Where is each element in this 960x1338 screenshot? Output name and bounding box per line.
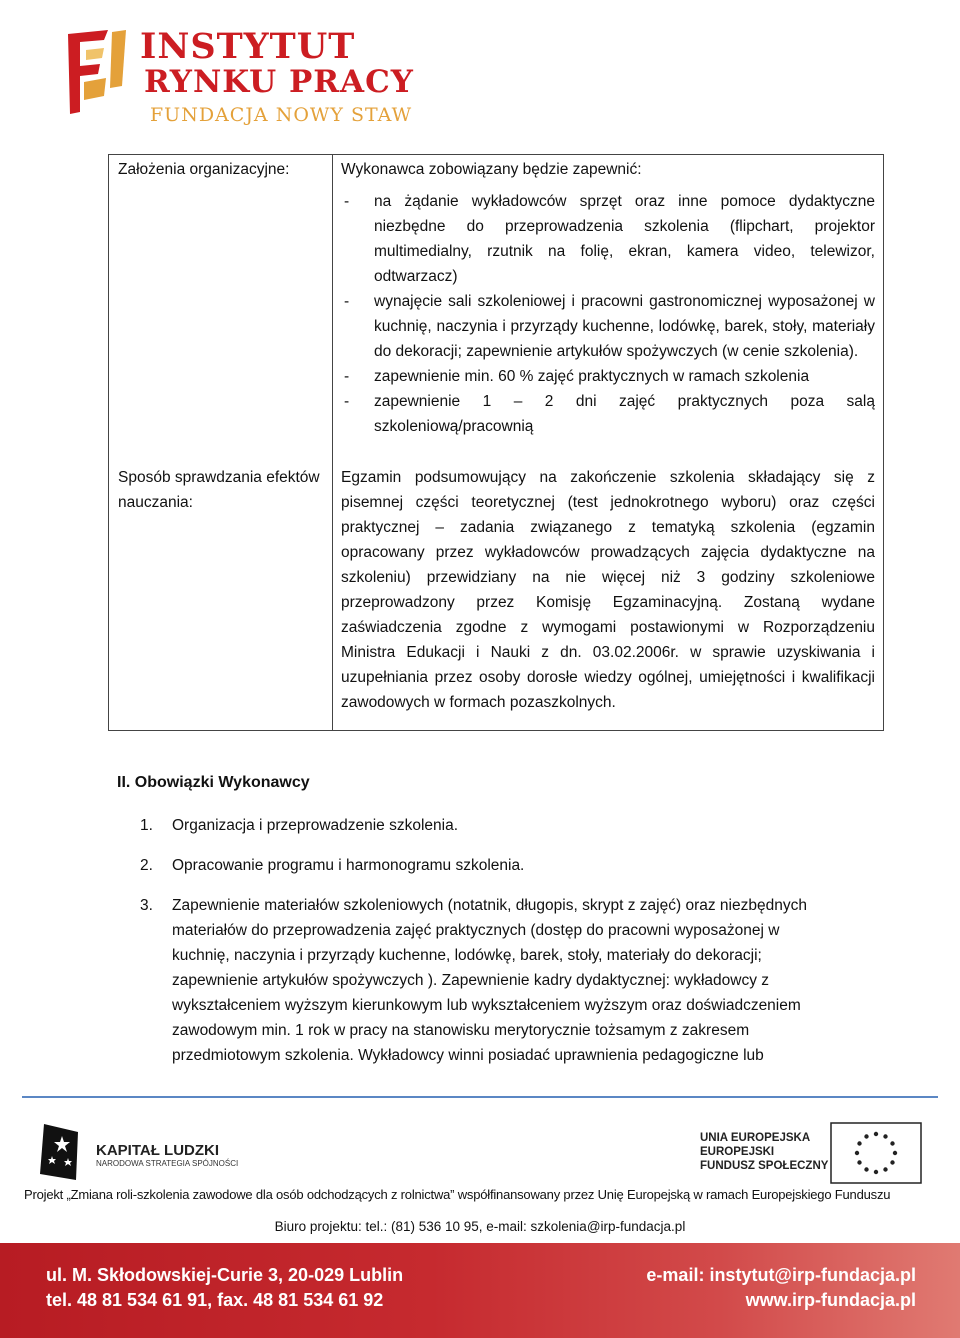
organizational-intro: Wykonawca zobowiązany będzie zapewnić: xyxy=(341,161,642,178)
list-item: - zapewnienie min. 60 % zajęć praktycznych w ramach szkolenia xyxy=(341,364,875,389)
eu-label-line2: EUROPEJSKI xyxy=(700,1146,775,1158)
kapital-ludzki-subtitle: NARODOWA STRATEGIA SPÓJNOŚCI xyxy=(96,1159,239,1168)
footer-divider xyxy=(22,1096,938,1098)
list-item: - zapewnienie 1 – 2 dni zajęć praktycznych poza salą szkoleniową/pracownią xyxy=(341,389,875,439)
contact-band xyxy=(0,1243,960,1338)
list-item xyxy=(140,853,840,878)
section-title: II. Obowiązki Wykonawcy xyxy=(117,774,310,791)
institute-website: www.irp-fundacja.pl xyxy=(745,1290,916,1310)
requirements-table xyxy=(108,154,884,731)
eu-flag-icon xyxy=(830,1122,922,1184)
list-item-number: 3. xyxy=(140,897,153,914)
table-column-divider xyxy=(332,155,333,730)
institute-logo xyxy=(64,24,414,126)
logo-line-fundacja: FUNDACJA NOWY STAW xyxy=(150,104,413,126)
eu-label-line3: FUNDUSZ SPOŁECZNY xyxy=(700,1160,829,1172)
organizational-bullet-list xyxy=(341,189,875,439)
project-office-contact: Biuro projektu: tel.: (81) 536 10 95, e-mail: szkolenia@irp-fundacja.pl xyxy=(274,1219,686,1234)
label-organizational-assumptions: Założenia organizacyjne: xyxy=(118,161,290,178)
list-item xyxy=(140,893,840,1068)
logo-line-rynku-pracy: RYNKU PRACY xyxy=(144,64,414,100)
institute-email: e-mail: instytut@irp-fundacja.pl xyxy=(646,1265,916,1285)
institute-logo-mark-icon xyxy=(64,26,130,118)
logo-line-instytut: INSTYTUT xyxy=(140,26,356,67)
verification-method-text: Egzamin podsumowujący na zakończenie szkolenia składający się z pisemnej części teoretycznej (test jednokrotnego wyboru) oraz części praktycznej – zadania związanego z tematyką szkolenia (egzamin opracowany przez wykładowców prowadzących zajęcia dydaktyczne na szkoleniu) przewidziany na nie więcej niż 3 godziny szkoleniowe przeprowadzony przez Komisję Egzaminacyjną. Zostaną wydane zaświadczenia zgodne z wymogami postawionymi w Rozporządzeniu Ministra Edukacji i Nauki z dn. 03.02.2006r. w sprawie uzyskiwania i uzupełniania przez osoby dorosłe wiedzy ogólnej, umiejętności i kwalifikacji zawodowych w formach pozaszkolnych. xyxy=(341,469,875,711)
eu-label xyxy=(700,1131,828,1173)
institute-phones: tel. 48 81 534 61 91, fax. 48 81 534 61 92 xyxy=(46,1290,384,1310)
project-funding-note: Projekt „Zmiana roli-szkolenia zawodowe dla osób odchodzących z rolnictwa” współfinansowany przez Unię Europejską w ramach Europejskiego Funduszu xyxy=(24,1187,891,1202)
institute-address: ul. M. Skłodowskiej-Curie 3, 20-029 Lublin xyxy=(46,1265,404,1285)
list-item xyxy=(140,813,840,838)
list-item: - wynajęcie sali szkoleniowej i pracowni gastronomicznej wyposażonej w kuchnię, naczynia i przyrządy kuchenne, lodówkę, barek, stoły, materiały do dekoracji; zapewnienie artykułów spożywczych (w cenie szkolenia). xyxy=(341,289,875,364)
list-item-text: Zapewnienie materiałów szkoleniowych (notatnik, długopis, skrypt z zajęć) oraz niezbędnych materiałów do przeprowadzenia zajęć praktycznych (dostęp do pracowni wyposażonej w kuchnię, naczynia i przyrządy kuchenne, lodówkę, barek, stoły, materiały do dekoracji; zapewnienie artykułów spożywczych ). Zapewnienie kadry dydaktycznej: wykładowcy z wykształceniem wyższym kierunkowym lub wykształceniem wyższym oraz doświadczeniem zawodowym min. 1 rok w pracy na stanowisku merytorycznie tożsamym z zakresem przedmiotowym szkolenia. Wykładowcy winni posiadać uprawnienia pedagogiczne lub xyxy=(172,897,807,1064)
list-item-text: Organizacja i przeprowadzenie szkolenia. xyxy=(172,817,459,834)
eu-label-line1: UNIA EUROPEJSKA xyxy=(700,1132,811,1144)
list-item-text: Opracowanie programu i harmonogramu szkolenia. xyxy=(172,857,525,874)
list-item: - na żądanie wykładowców sprzęt oraz inne pomoce dydaktyczne niezbędne do przeprowadzenia szkolenia (flipchart, projektor multimedialny, rzutnik na folię, ekran, kamera video, telewizor, odtwarzacz) xyxy=(341,189,875,289)
list-item-number: 1. xyxy=(140,817,153,834)
kapital-ludzki-title: KAPITAŁ LUDZKI xyxy=(96,1142,220,1159)
label-verification-method: Sposób sprawdzania efektów nauczania: xyxy=(118,469,320,511)
list-item-number: 2. xyxy=(140,857,153,874)
kapital-ludzki-logo-icon xyxy=(38,1122,84,1182)
